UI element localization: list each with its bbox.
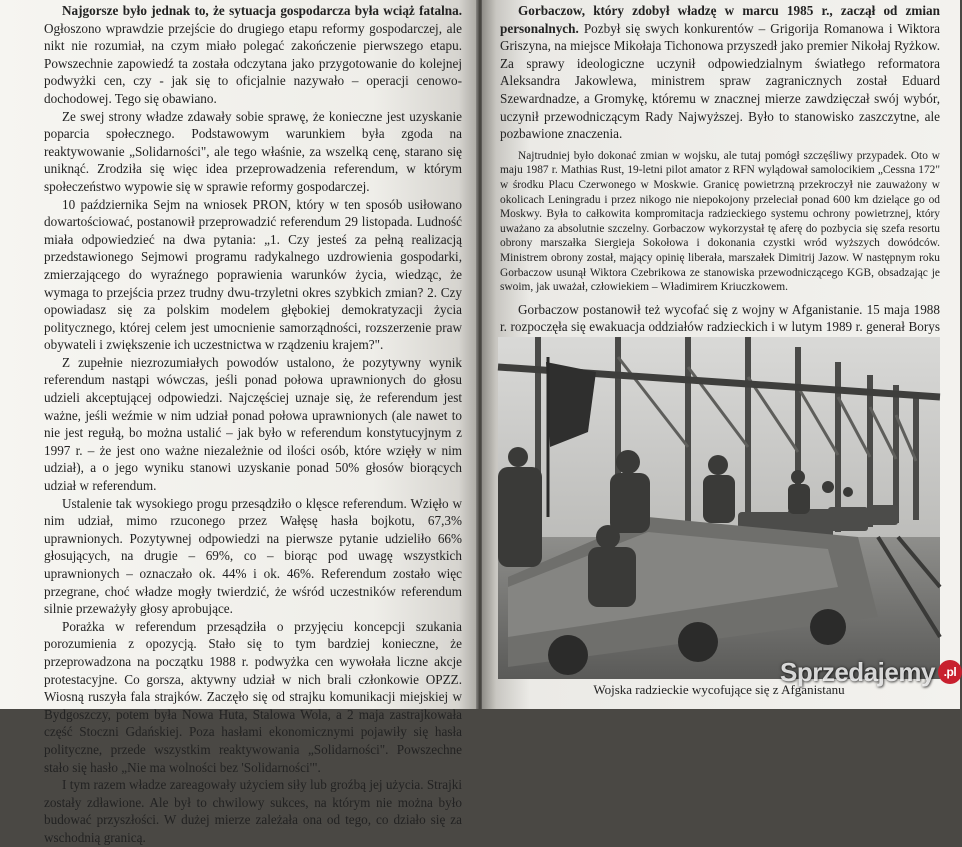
paragraph: Porażka w referendum przesądziła o przyjęciu koncepcji szukania porozumienia z opozycją. Stało się to tym bardziej konieczne, że przeprowadzona na początku 1988 r. podwyżka cen wywołała liczne akcje protestacyjne. Co gorsza, aktywny udział w nich brali członkowie OPZZ. Wiosną ruszyła fala strajków. Zaczęło się od strajku komunikacji miejskiej w Bydgoszczy, potem była Nowa Huta, Stalowa Wola, a 2 maja zastrajkowała część Stoczni Gdańskiej. Poza hasłami ekonomicznymi pojawiły się hasła polityczne, przede wszystkim reaktywowania „Solidarności". Powszechne stało się hasło „Nie ma wolności bez 'Solidarności'".: [44, 618, 462, 775]
paragraph: Najgorsze było jednak to, że sytuacja gospodarcza była wciąż fatalna. Ogłoszono wprawdzie przejście do drugiego etapu reformy gospodarczej, ale nikt nie rozumiał, na czym miało polegać zakończenie pierwszego etapu. Powszechnie zapowiedź ta została odczytana jako przygotowanie do kolejnej podwyżki cen, czy - jak się to oficjalnie nazywało – operacji cenowo-dochodowej. Tego się obawiano.: [44, 3, 462, 106]
watermark-brand: Sprzedajemy: [780, 656, 935, 687]
bold-lead: Gorbaczow, który zdobył władzę w marcu 1985 r., zaczął od zmian personalnych.: [500, 3, 940, 36]
paragraph: Gorbaczow postanowił też wycofać się z wojny w Afganistanie. 15 maja 1988 r. rozpoczęła się ewakuacja oddziałów radzieckich i w lutym 1989 r. generał Borys: [500, 301, 940, 335]
paragraph: Ustalenie tak wysokiego progu przesądziło o klęsce referendum. Wzięło w nim udział, mimo rzuconego przez Wałęsę hasła bojkotu, 67,3% uprawnionych. Pozytywnej odpowiedzi na pierwsze pytanie udzieliło 66% głosujących, na drugie – 69%, co – biorąc pod uwagę wszystkich uprawnionych – oznaczało ok. 44% i ok. 46%. Referendum zostało więc przegrane, choć władze mogły twierdzić, że wśród uczestników referendum silnie przeważyły głosy aprobujące.: [44, 495, 462, 617]
bold-lead: Najgorsze było jednak to, że sytuacja gospodarcza była wciąż fatalna.: [62, 3, 462, 18]
paragraph: Z zupełnie niezrozumiałych powodów ustalono, że pozytywny wynik referendum nastąpi wówczas, jeśli ponad połowa uprawnionych do głosu udzieli akceptującej odpowiedzi. Najczęściej uznaje się, że referendum jest ważne, jeśli weźmie w nim udział ponad połowa uprawnionych (ale nawet to nie jest regułą, bo można ustalić – jak było w referendum konstytucyjnym z 1997 r. – że jest ono ważne niezależnie od ilości osób, które wzięły w nim udział), a o jego wyniku stanowi uzyskanie ponad 50% głosów biorących udział w referendum.: [44, 354, 462, 494]
paragraph: I tym razem władze zareagowały użyciem siły lub groźbą jej użycia. Strajki zostały zdławione. Ale był to chwilowy sukces, na którym nie można było budować przyszłości. W dużej mierze zależała ona od tego, co działo się za wschodnią granicą.: [44, 777, 462, 845]
paragraph: Gorbaczow, który zdobył władzę w marcu 1985 r., zaczął od zmian personalnych. Pozbył się swych konkurentów – Grigorija Romanowa i Wiktora Griszyna, na miejsce Mikołaja Tichonowa przyszedł jako premier Nikołaj Ryżkow. Za sprawy ideologiczne uczynił odpowiedzialnym światłego reformatora Aleksandra Jakowlewa, ministrem spraw zagranicznych został Eduard Szewardnadze, a Gromykę, któremu w znacznej mierze zawdzięczał swój wybór, uczynił przewodniczącym Rady Najwyższej. Było to stanowisko zaszczytne, ale pozbawione znaczenia.: [500, 3, 940, 142]
left-page: [0, 0, 478, 845]
right-page: [482, 0, 960, 709]
left-text-column: [44, 2, 462, 847]
paragraph: Ze swej strony władze zdawały sobie sprawę, że konieczne jest uzyskanie poparcia społecznego. Podstawowym warunkiem była zgoda na reaktywowanie „Solidarności", ale tego właśnie, za wszelką cenę, starano się uniknąć. Zrodziła się więc idea przeprowadzenia referendum, w którym społeczeństwo wypowie się w sprawie reformy gospodarczej.: [44, 108, 462, 194]
right-text-column: [500, 2, 940, 389]
photo-soviet-withdrawal: [498, 337, 940, 679]
watermark-logo: [780, 652, 962, 692]
watermark-suffix: .pl: [938, 660, 962, 684]
photo-caption: Wojska radzieckie wycofujące się z Afganistanu: [593, 682, 845, 697]
photo-illustration: [498, 337, 940, 679]
paragraph: 10 października Sejm na wniosek PRON, który w ten sposób usiłowano dowartościować, postanowił przeprowadzić referendum 29 listopada. Ludność miała odpowiedzieć na dwa pytania: „1. Czy jesteś za pełną realizacją przedstawionego Sejmowi programu radykalnego uzdrowienia gospodarki, zmierzającego do wyraźnego poprawienia warunków życia, wiedząc, że wymaga to przejścia przez trudny dwu-trzyletni okres szybkich zmian? 2. Czy opowiadasz się za polskim modelem głębokiej demokratyzacji życia politycznego, której celem jest umocnienie samorządności, rozszerzenie praw obywateli i zwiększenie ich uczestnictwa w rządzeniu krajem?".: [44, 196, 462, 353]
small-print-paragraph: Najtrudniej było dokonać zmian w wojsku, ale tutaj pomógł szczęśliwy przypadek. Oto w maju 1987 r. Mathias Rust, 19-letni pilot amator z RFN wylądował samolocikiem „Cessna 172" w środku Placu Czerwonego w Moskwie. Granicę powietrzną przekroczył nie zauważony w okolicach Leningradu i przez nikogo nie niepokojony przeleciał ponad 600 km dzielące go od Moskwy. Była to całkowita kompromitacja radzieckiego systemu ochrony powietrznej, który uważano za absolutnie szczelny. Gorbaczow wykorzystał tę aferę do pozbycia się szefa resortu obrony marszałka Siergieja Sokołowa i dokonania czystki wród wyższych dowódców. Ministrem obrony został, mający opinię liberała, marszałek Dimitrij Jazow. W następnym roku Gorbaczow usunął Wiktora Czebrikowa ze stanowiska przewodniczącego KGB, obsadzając je swoim, jak uważał, człowiekiem – Władimirem Kriuczkowem.: [500, 149, 940, 294]
